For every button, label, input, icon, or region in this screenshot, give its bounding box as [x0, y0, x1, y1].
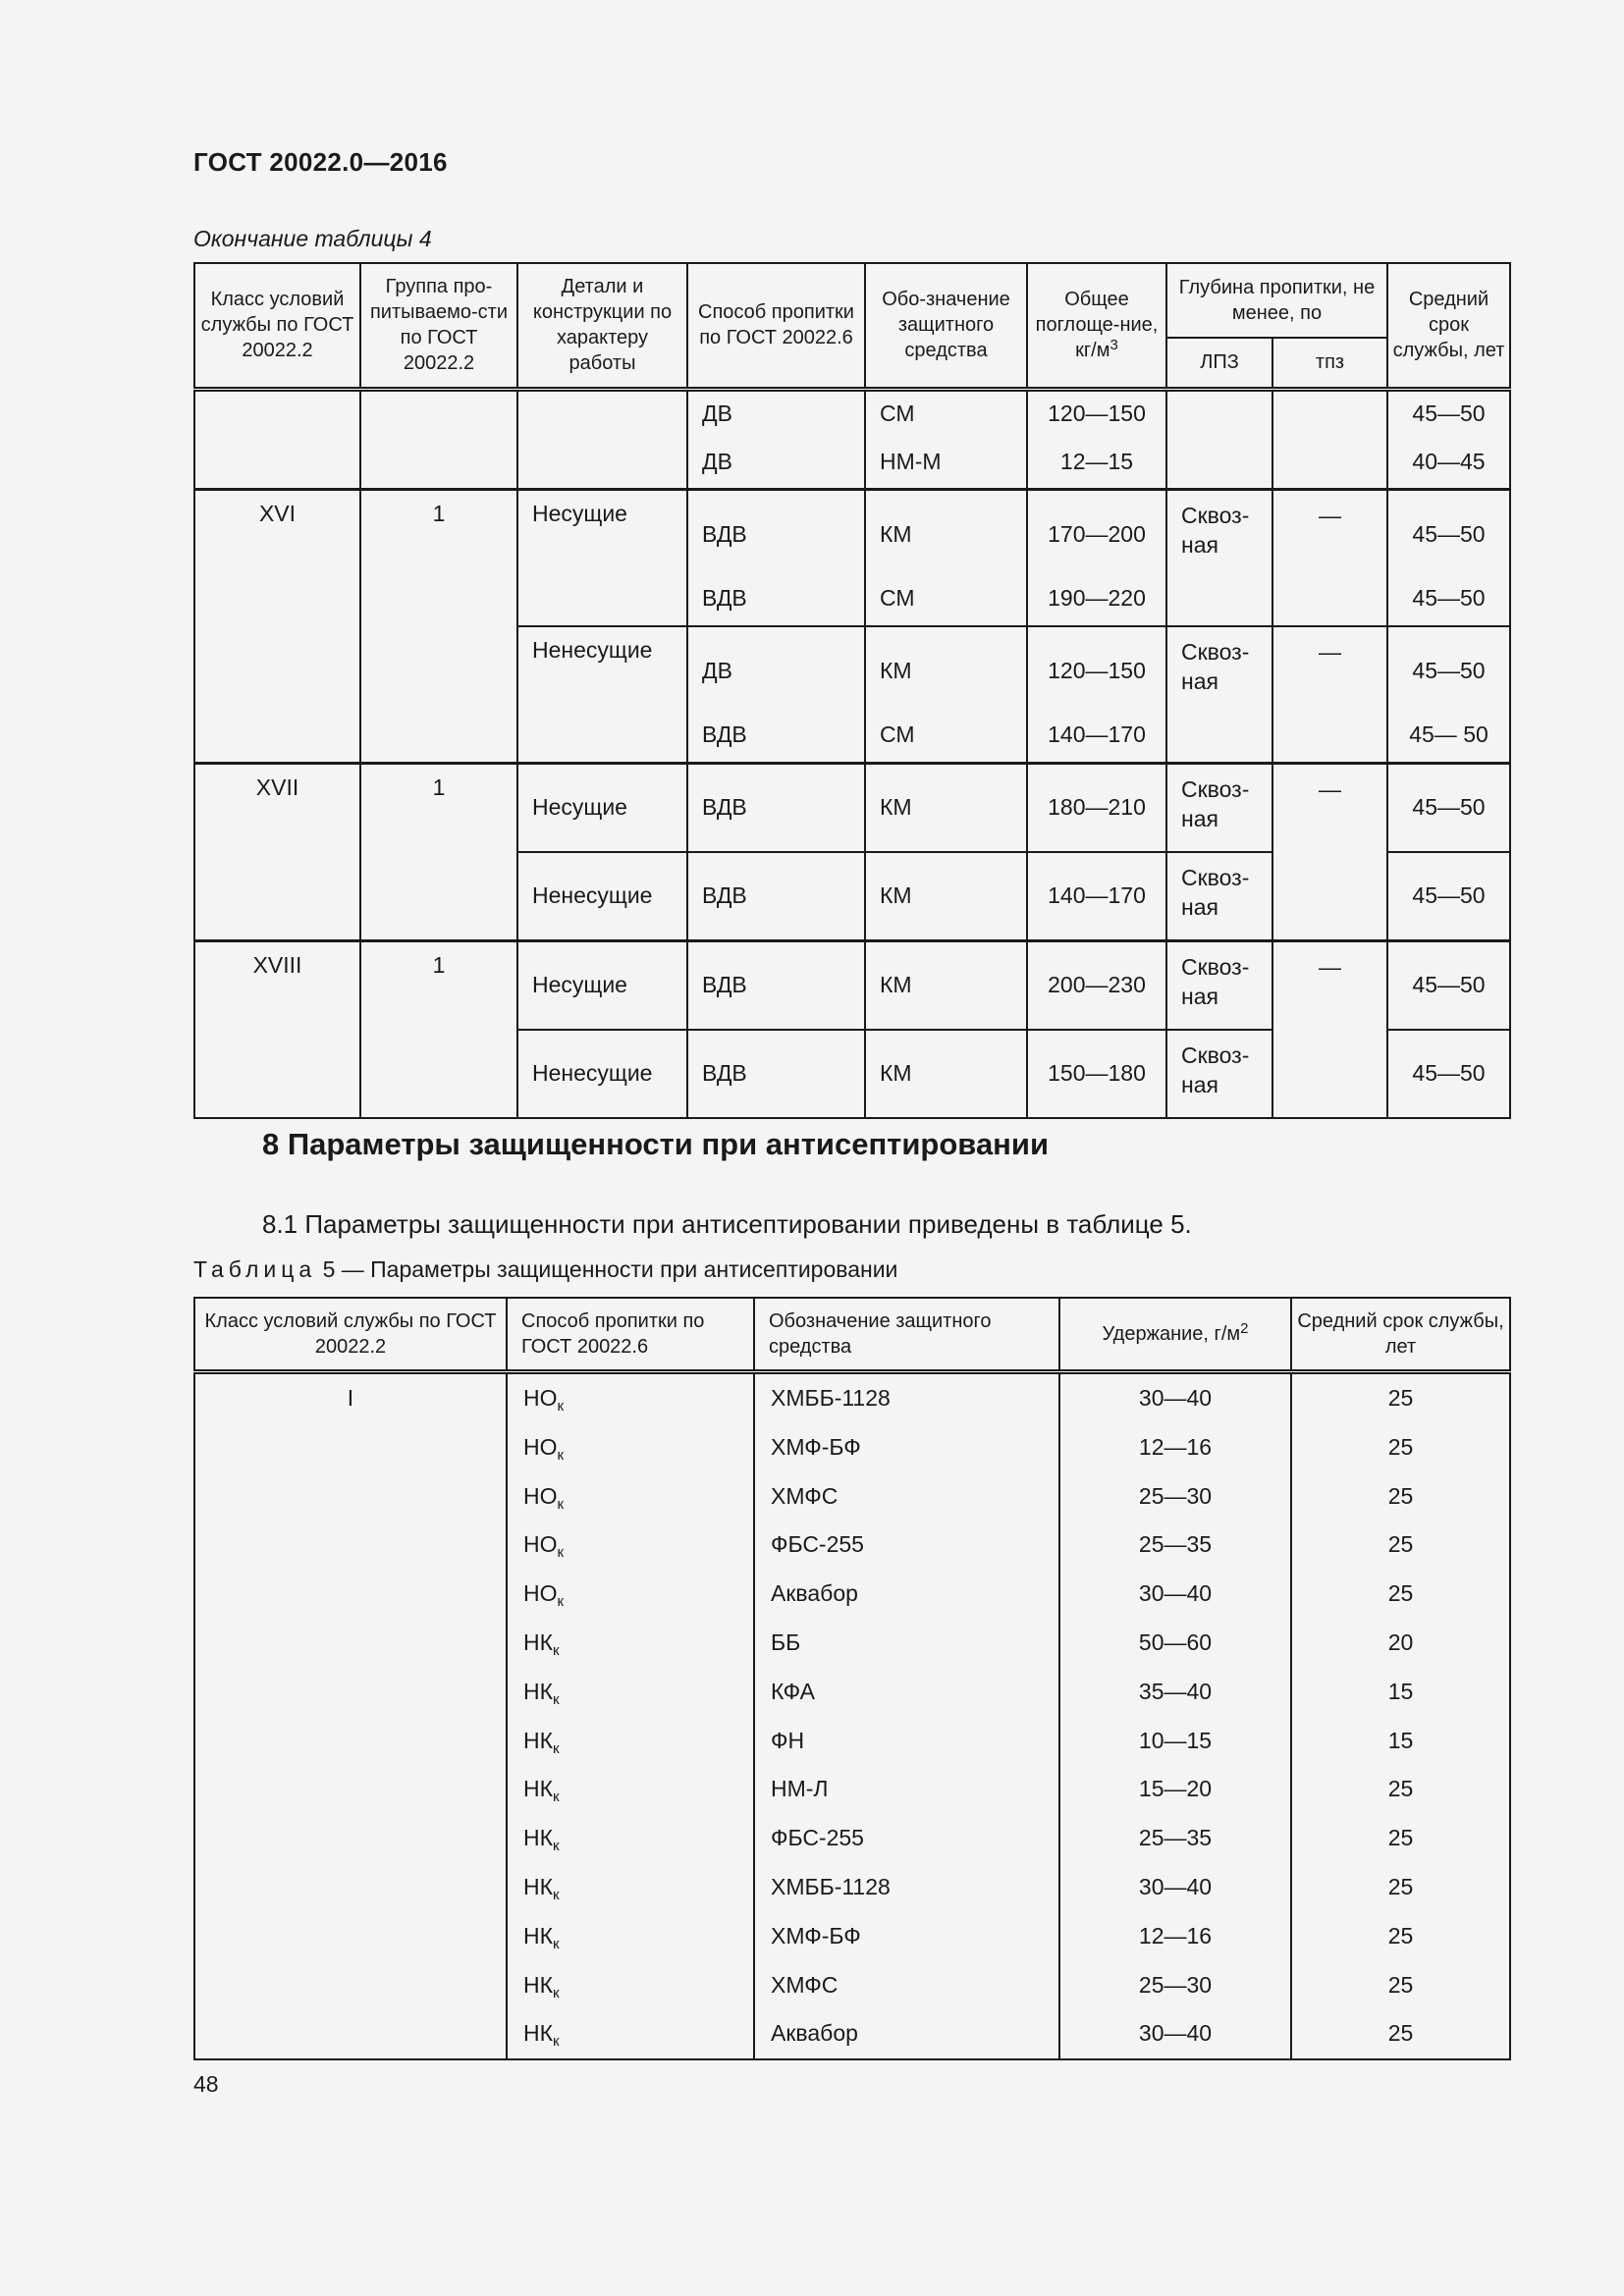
service-cell: 20 [1291, 1619, 1510, 1668]
service-cell: 25 [1291, 1372, 1510, 1423]
section-paragraph: 8.1 Параметры защищенности при антисептировании приведены в таблице 5. [262, 1209, 1192, 1239]
method: ВДВ [702, 721, 747, 747]
designation: НМ-М [880, 448, 942, 474]
method-cell: $НО_к$ [507, 1472, 754, 1522]
method-cell: $НК_к$ [507, 1668, 754, 1717]
tpz-cell: — [1272, 940, 1387, 1118]
class-cell [194, 1570, 507, 1619]
lpz-cell: Сквоз-ная [1166, 940, 1272, 1030]
method-cell: $НО_к$ [507, 1521, 754, 1570]
retention-cell: 12—16 [1059, 1423, 1291, 1472]
method-cell: $НК_к$ [507, 2009, 754, 2059]
header-service: Средний срок службы, лет [1291, 1298, 1510, 1372]
designation: КМ [880, 520, 912, 547]
designation-cell: ХМББ-1128 [754, 1863, 1059, 1912]
absorption: 12—15 [1059, 448, 1134, 474]
designation-cell: ФБС-255 [754, 1521, 1059, 1570]
table-row [194, 1423, 1510, 1472]
tpz-cell: — [1272, 489, 1387, 626]
absorption: 120—150 [1048, 400, 1146, 426]
table-4 [193, 262, 1511, 1119]
table-row [194, 1570, 1510, 1619]
document-code: ГОСТ 20022.0—2016 [193, 147, 448, 177]
service-cell: 25 [1291, 1570, 1510, 1619]
details-cell: Ненесущие [517, 852, 687, 941]
designation-cell: ХМФ-БФ [754, 1423, 1059, 1472]
method-cell: $НК_к$ [507, 1912, 754, 1961]
service: 45—50 [1387, 852, 1510, 941]
method-cell: $НК_к$ [507, 1814, 754, 1863]
class-cell [194, 1423, 507, 1472]
absorption: 170—200 [1048, 520, 1146, 547]
method-cell: $НК_к$ [507, 1765, 754, 1814]
service-cell: 25 [1291, 1863, 1510, 1912]
absorption: 140—170 [1027, 852, 1166, 941]
absorption: 180—210 [1027, 763, 1166, 852]
class-cell [194, 1863, 507, 1912]
designation: СМ [880, 721, 915, 747]
table-row [194, 1472, 1510, 1522]
service-cell: 25 [1291, 1765, 1510, 1814]
tpz-cell: — [1272, 626, 1387, 764]
table-row [194, 1814, 1510, 1863]
method: ВДВ [687, 852, 865, 941]
service-cell: 25 [1291, 1814, 1510, 1863]
lpz-cell: Сквоз-ная [1166, 626, 1272, 764]
class-cell: XVII [194, 763, 360, 940]
service: 45—50 [1412, 657, 1486, 683]
service: 45—50 [1412, 400, 1486, 426]
service-cell: 25 [1291, 2009, 1510, 2059]
method: ДВ [702, 448, 732, 474]
header-service: Средний срок службы, лет [1387, 263, 1510, 389]
method: ВДВ [687, 763, 865, 852]
designation-cell: НМ-Л [754, 1765, 1059, 1814]
retention-cell: 50—60 [1059, 1619, 1291, 1668]
absorption: 200—230 [1027, 940, 1166, 1030]
table-row [194, 2009, 1510, 2059]
details-cell: Несущие [517, 489, 687, 626]
service-cell: 25 [1291, 1961, 1510, 2010]
header-absorption: Общее поглоще-ние, $кг/м^3$ [1027, 263, 1166, 389]
table-row [194, 1961, 1510, 2010]
class-cell: I [194, 1372, 507, 1423]
class-cell [194, 1912, 507, 1961]
header-lpz: ЛПЗ [1166, 338, 1272, 389]
details-cell: Ненесущие [517, 626, 687, 764]
designation: СМ [880, 584, 915, 611]
retention-cell: 30—40 [1059, 2009, 1291, 2059]
header-class: Класс условий службы по ГОСТ 20022.2 [194, 1298, 507, 1372]
retention-cell: 35—40 [1059, 1668, 1291, 1717]
class-cell [194, 1717, 507, 1766]
header-depth: Глубина пропитки, не менее, по [1166, 263, 1387, 338]
designation-cell: Аквабор [754, 2009, 1059, 2059]
header-designation: Обо-значение защитного средства [865, 263, 1027, 389]
retention-cell: 25—30 [1059, 1961, 1291, 2010]
service-cell: 25 [1291, 1912, 1510, 1961]
service-cell: 25 [1291, 1521, 1510, 1570]
class-cell [194, 1668, 507, 1717]
method-cell: $НК_к$ [507, 1863, 754, 1912]
lpz-cell: Сквоз-ная [1166, 489, 1272, 626]
designation-cell: ХМФ-БФ [754, 1912, 1059, 1961]
service-cell: 25 [1291, 1472, 1510, 1522]
absorption: 190—220 [1048, 584, 1146, 611]
method: ВДВ [702, 520, 747, 547]
designation-cell: ББ [754, 1619, 1059, 1668]
service: 45— 50 [1409, 721, 1489, 747]
method-cell: $НО_к$ [507, 1423, 754, 1472]
table5-caption: Таблица 5 — Параметры защищенности при антисептировании [193, 1256, 898, 1282]
table-5 [193, 1297, 1511, 2060]
header-class: Класс условий службы по ГОСТ 20022.2 [194, 263, 360, 389]
designation: КМ [865, 852, 1027, 941]
table-row [194, 1668, 1510, 1717]
retention-cell: 30—40 [1059, 1372, 1291, 1423]
method-cell: $НК_к$ [507, 1619, 754, 1668]
retention-cell: 10—15 [1059, 1717, 1291, 1766]
service-cell: 25 [1291, 1423, 1510, 1472]
class-cell [194, 2009, 507, 2059]
section-heading: 8 Параметры защищенности при антисептировании [262, 1127, 1050, 1161]
designation-cell: ХМФС [754, 1472, 1059, 1522]
header-designation: Обозначение защитного средства [754, 1298, 1059, 1372]
designation: КМ [865, 940, 1027, 1030]
method-cell: $НК_к$ [507, 1717, 754, 1766]
retention-cell: 30—40 [1059, 1570, 1291, 1619]
absorption: 150—180 [1027, 1030, 1166, 1118]
header-details: Детали и конструкции по характеру работы [517, 263, 687, 389]
table-row [194, 1619, 1510, 1668]
table-row [194, 1863, 1510, 1912]
method-cell: $НК_к$ [507, 1961, 754, 2010]
service-cell: 15 [1291, 1668, 1510, 1717]
class-cell [194, 1765, 507, 1814]
method: ДВ [702, 657, 732, 683]
class-cell [194, 1521, 507, 1570]
header-method: Способ пропитки по ГОСТ 20022.6 [687, 263, 865, 389]
page-number: 48 [193, 2071, 219, 2097]
service: 40—45 [1412, 448, 1486, 474]
service-cell: 15 [1291, 1717, 1510, 1766]
retention-cell: 15—20 [1059, 1765, 1291, 1814]
designation-cell: Аквабор [754, 1570, 1059, 1619]
service: 45—50 [1412, 520, 1486, 547]
header-tpz: тпз [1272, 338, 1387, 389]
group-cell: 1 [360, 940, 517, 1118]
header-retention: Удержание, $г/м^2$ [1059, 1298, 1291, 1372]
class-cell: XVI [194, 489, 360, 763]
designation: КМ [865, 1030, 1027, 1118]
service: 45—50 [1387, 940, 1510, 1030]
table-row [194, 1372, 1510, 1423]
table-row [194, 1717, 1510, 1766]
tpz-cell: — [1272, 763, 1387, 940]
table-row [194, 1521, 1510, 1570]
table-row [194, 1765, 1510, 1814]
lpz-cell: Сквоз-ная [1166, 852, 1272, 941]
retention-cell: 25—35 [1059, 1521, 1291, 1570]
designation-cell: ФБС-255 [754, 1814, 1059, 1863]
header-method: Способ пропитки по ГОСТ 20022.6 [507, 1298, 754, 1372]
group-cell: 1 [360, 489, 517, 763]
lpz-cell: Сквоз-ная [1166, 763, 1272, 852]
designation-cell: КФА [754, 1668, 1059, 1717]
retention-cell: 25—35 [1059, 1814, 1291, 1863]
designation-cell: ФН [754, 1717, 1059, 1766]
designation-cell: ХМФС [754, 1961, 1059, 2010]
absorption: 140—170 [1048, 721, 1146, 747]
class-cell [194, 1961, 507, 2010]
class-cell [194, 1619, 507, 1668]
table-row [194, 1912, 1510, 1961]
table4-caption: Окончание таблицы 4 [193, 226, 432, 251]
method: ВДВ [687, 940, 865, 1030]
method: ВДВ [702, 584, 747, 611]
service: 45—50 [1412, 584, 1486, 611]
method-cell: $НО_к$ [507, 1570, 754, 1619]
method-cell: $НО_к$ [507, 1372, 754, 1423]
retention-cell: 25—30 [1059, 1472, 1291, 1522]
class-cell [194, 1472, 507, 1522]
lpz-cell: Сквоз-ная [1166, 1030, 1272, 1118]
service: 45—50 [1387, 1030, 1510, 1118]
details-cell: Несущие [517, 940, 687, 1030]
designation-cell: ХМББ-1128 [754, 1372, 1059, 1423]
retention-cell: 30—40 [1059, 1863, 1291, 1912]
class-cell: XVIII [194, 940, 360, 1118]
absorption: 120—150 [1048, 657, 1146, 683]
designation: КМ [865, 763, 1027, 852]
method: ВДВ [687, 1030, 865, 1118]
designation: КМ [880, 657, 912, 683]
group-cell: 1 [360, 763, 517, 940]
method: ДВ [702, 400, 732, 426]
header-group: Группа про-питываемо-сти по ГОСТ 20022.2 [360, 263, 517, 389]
designation: СМ [880, 400, 915, 426]
table5-body [194, 1372, 1510, 2060]
details-cell: Ненесущие [517, 1030, 687, 1118]
details-cell: Несущие [517, 763, 687, 852]
retention-cell: 12—16 [1059, 1912, 1291, 1961]
class-cell [194, 1814, 507, 1863]
service: 45—50 [1387, 763, 1510, 852]
